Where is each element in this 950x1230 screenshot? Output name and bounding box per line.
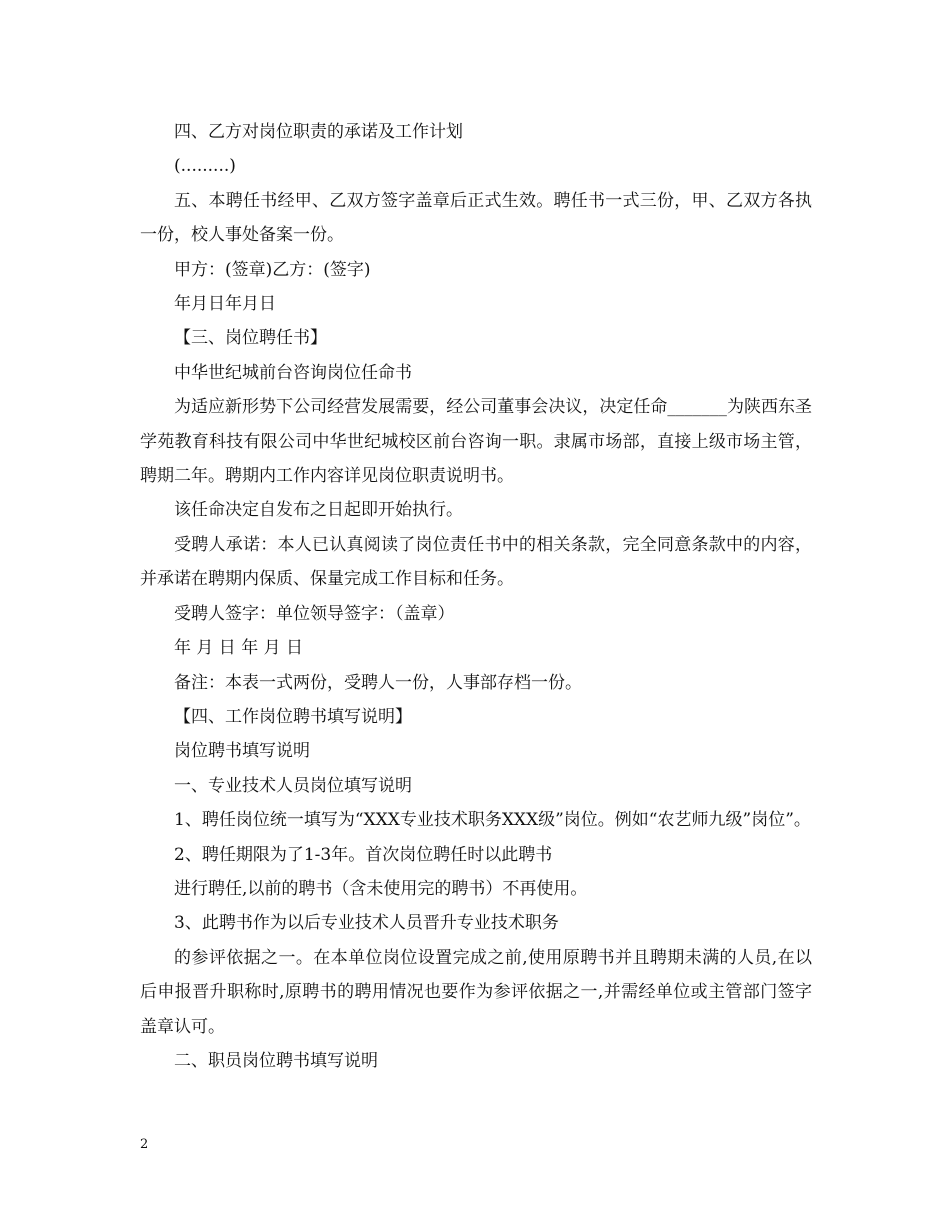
page-number: 2	[140, 1137, 149, 1152]
subheading-technical-staff: 一、专业技术人员岗位填写说明	[174, 775, 412, 796]
paragraph-item-3-continued: 的参评依据之一。在本单位岗位设置完成之前,使用原聘书并且聘期未满的人员,在以后申报晋升职称时,原聘书的聘用情况也要作为参评依据之一,并需经单位或主管部门签字盖章认可。	[140, 947, 812, 1037]
paragraph-signature-parties: 甲方：(签章)乙方：(签字)	[174, 259, 371, 280]
paragraph-item-2: 2、聘任期限为了1-3年。首次岗位聘任时以此聘书	[174, 844, 553, 865]
paragraph-signature-lines: 受聘人签字：单位领导签字：（盖章）	[174, 603, 455, 624]
instructions-title: 岗位聘书填写说明	[174, 741, 310, 762]
section-heading-3: 【三、岗位聘任书】	[174, 328, 327, 349]
paragraph-item-1: 1、聘任岗位统一填写为“XXX专业技术职务XXX级”岗位。例如“农艺师九级”岗位”。	[174, 810, 811, 831]
paragraph-remark: 备注：本表一式两份，受聘人一份，人事部存档一份。	[174, 672, 582, 693]
paragraph-effective-date: 该任命决定自发布之日起即开始执行。	[174, 500, 463, 521]
paragraph-effective-clause: 五、本聘任书经甲、乙双方签字盖章后正式生效。聘任书一式三份，甲、乙双方各执一份，校人事处备案一份。	[140, 190, 812, 246]
paragraph-appointment-body: 为适应新形势下公司经营发展需要，经公司董事会决议，决定任命_______为陕西东圣学苑教育科技有限公司中华世纪城校区前台咨询一职。隶属市场部，直接上级市场主管，聘期二年。聘期内工作内容详见岗位职责说明书。	[140, 397, 812, 487]
paragraph-item-3: 3、此聘书作为以后专业技术人员晋升专业技术职务	[174, 913, 559, 934]
appointment-title: 中华世纪城前台咨询岗位任命书	[174, 362, 412, 383]
paragraph-date-line-2: 年 月 日 年 月 日	[174, 638, 304, 659]
section-heading-4: 【四、工作岗位聘书填写说明】	[174, 706, 412, 727]
document-body	[140, 115, 812, 1078]
paragraph-appointee-commitment: 受聘人承诺：本人已认真阅读了岗位责任书中的相关条款，完全同意条款中的内容，并承诺在聘期内保质、保量完成工作目标和任务。	[140, 534, 812, 590]
paragraph-item-2-continued: 进行聘任,以前的聘书（含未使用完的聘书）不再使用。	[174, 878, 588, 899]
subheading-staff-positions: 二、职员岗位聘书填写说明	[174, 1050, 378, 1071]
paragraph-commitment-heading: 四、乙方对岗位职责的承诺及工作计划	[174, 122, 463, 142]
paragraph-date-line: 年月日年月日	[174, 294, 276, 315]
paragraph-ellipsis: (.........)	[174, 156, 236, 177]
